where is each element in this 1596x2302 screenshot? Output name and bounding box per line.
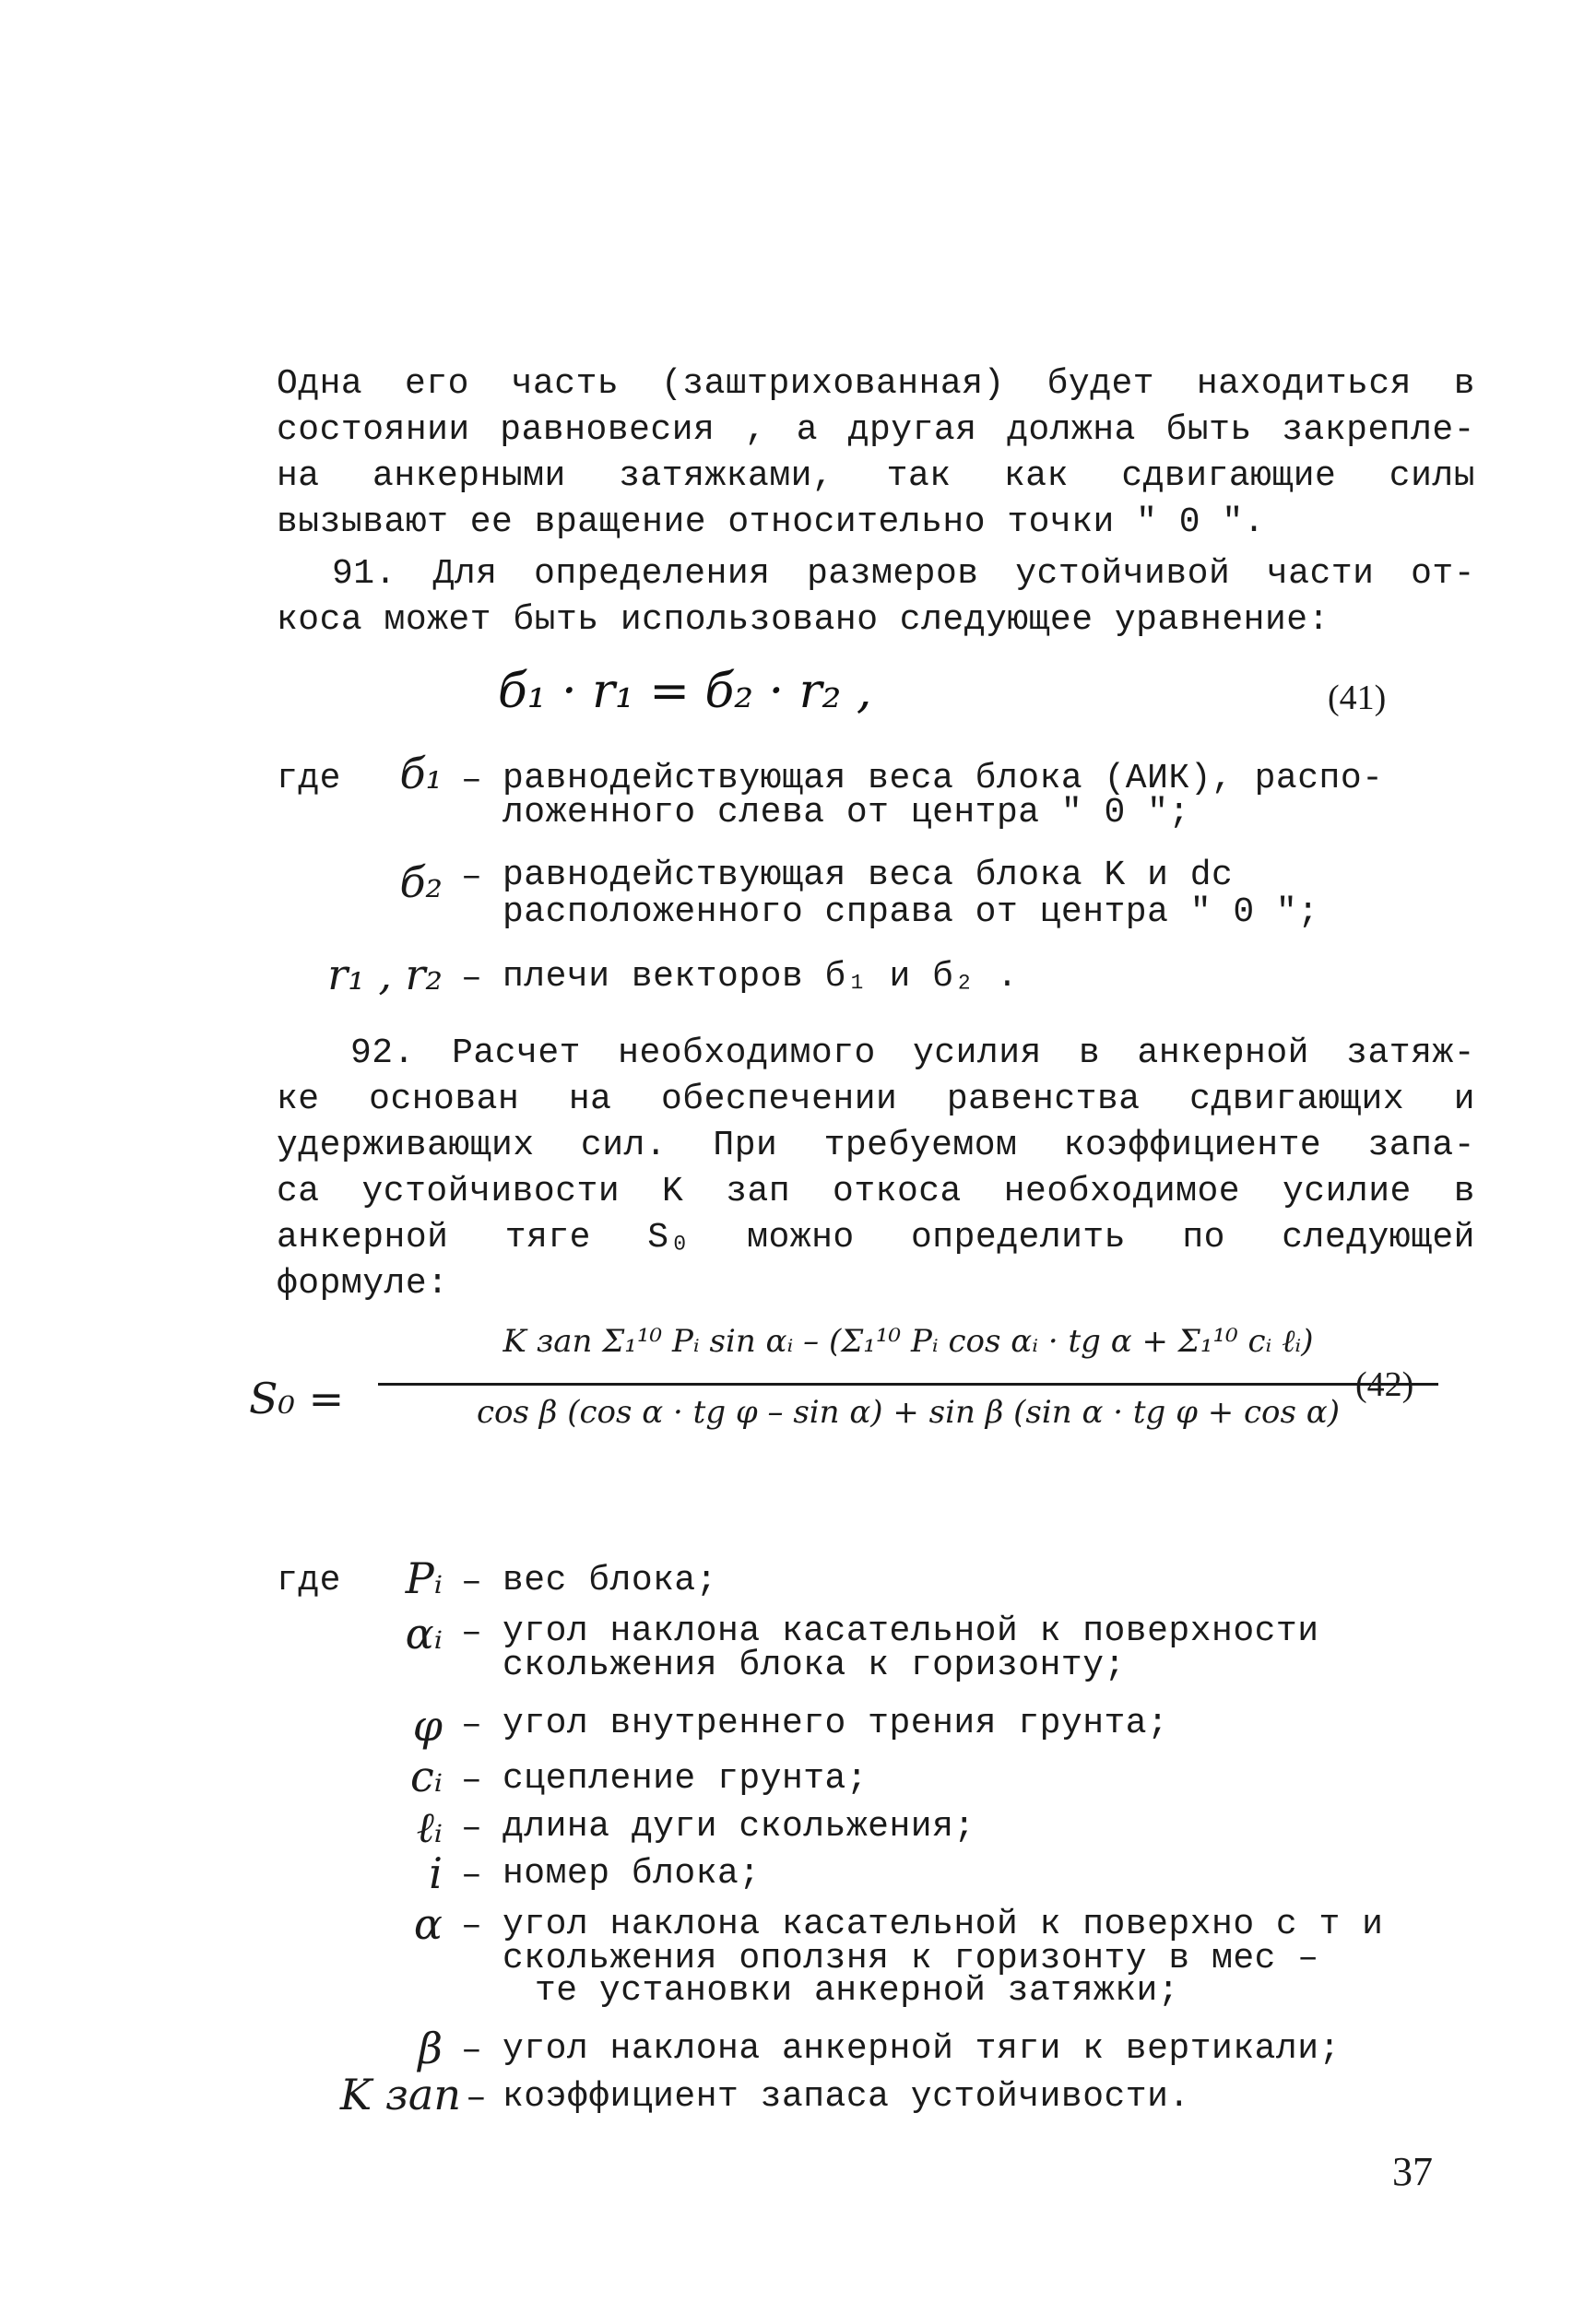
definition-text: угол наклона касательной к поверхно с т и: [502, 1905, 1384, 1944]
equation-42-lhs: S₀ =: [249, 1374, 345, 1423]
definition-text: угол наклона касательной к поверхности: [502, 1611, 1319, 1651]
definition-text: ложенного слева от центра " 0 ";: [502, 793, 1190, 832]
text-line: са устойчивости K зап откоса необходимое усилие в: [277, 1172, 1475, 1211]
paragraph-intro: [277, 361, 1475, 546]
symbol-pi: Pᵢ: [405, 1553, 443, 1603]
symbol-phi: φ: [412, 1701, 443, 1751]
page-number: 37: [1392, 2149, 1433, 2194]
definition-text: вес блока;: [502, 1561, 718, 1600]
dash: –: [461, 2031, 482, 2071]
definition-text: скольжения блока к горизонту;: [502, 1646, 1126, 1685]
dash: –: [461, 1613, 482, 1653]
definition-text: длина дуги скольжения;: [502, 1807, 975, 1847]
text-line: на анкерными затяжками, так как сдвигающие силы: [277, 456, 1475, 496]
symbol-ci: cᵢ: [409, 1752, 443, 1801]
equation-41: б₁ · r₁ = б₂ · r₂ ,: [498, 664, 872, 719]
fraction-line: [378, 1383, 1438, 1386]
definition-text: коэффициент запаса устойчивости.: [502, 2077, 1190, 2117]
text-line: удерживающих сил. При требуемом коэффициенте запа-: [277, 1126, 1475, 1165]
equation-number-42: (42): [1355, 1365, 1414, 1404]
definition-text: скольжения оползня к горизонту в мес –: [502, 1939, 1319, 1978]
definition-text: угол внутреннего трения грунта;: [502, 1704, 1169, 1743]
definition-text: номер блока;: [502, 1854, 761, 1894]
definition-text: плечи векторов б₁ и б₂ .: [502, 957, 1019, 997]
where-label: где: [277, 1561, 341, 1600]
paragraph-91: [277, 551, 1475, 643]
paragraph-92: [277, 1031, 1475, 1307]
dash: –: [461, 1856, 482, 1895]
text-line: ке основан на обеспечении равенства сдвигающих и: [277, 1080, 1475, 1119]
definition-text: те установки анкерной затяжки;: [535, 1971, 1180, 2011]
equation-42-denominator: cos β (cos α · tg φ – sin α) + sin β (sin α · tg φ + cos α): [477, 1394, 1340, 1431]
definition-text: сцепление грунта;: [502, 1759, 869, 1799]
text-line: формуле:: [277, 1264, 449, 1304]
dash: –: [461, 1907, 482, 1946]
symbol-li: ℓᵢ: [416, 1802, 443, 1852]
dash: –: [461, 857, 482, 897]
dash: –: [461, 1563, 482, 1602]
dash: –: [461, 1761, 482, 1800]
text-line: 92. Расчет необходимого усилия в анкерной затяж-: [350, 1033, 1475, 1073]
symbol-r1-r2: r₁ , r₂: [327, 950, 443, 999]
definition-text: угол наклона анкерной тяги к вертикали;: [502, 2029, 1341, 2069]
text-line: вызывают ее вращение относительно точки " 0 ".: [277, 502, 1265, 542]
symbol-b2: б₂: [399, 857, 443, 907]
text-line: коса может быть использовано следующее уравнение:: [277, 600, 1330, 640]
equation-number-41: (41): [1328, 679, 1387, 717]
symbol-alpha-i: αᵢ: [405, 1609, 443, 1659]
dash: –: [461, 1706, 482, 1745]
dash: –: [466, 2079, 487, 2119]
definition-text: равнодействующая веса блока K и dc: [502, 856, 1234, 895]
text-line: состоянии равновесия , а другая должна быть закрепле-: [277, 410, 1475, 450]
dash: –: [461, 959, 482, 998]
definition-text: равнодействующая веса блока (АИК), распо-: [502, 759, 1384, 798]
definition-text: расположенного справа от центра " 0 ";: [502, 892, 1319, 932]
dash: –: [461, 1809, 482, 1848]
text-line: 91. Для определения размеров устойчивой части от-: [332, 554, 1475, 594]
text-line: анкерной тяге S₀ можно определить по следующей: [277, 1218, 1475, 1257]
symbol-i: i: [429, 1848, 443, 1898]
text-line: Одна его часть (заштрихованная) будет находиться в: [277, 364, 1475, 404]
symbol-k-zap: K зап: [339, 2070, 461, 2119]
symbol-beta: β: [418, 2024, 443, 2073]
dash: –: [461, 761, 482, 800]
symbol-alpha: α: [413, 1899, 443, 1949]
equation-42-numerator: K зап Σ₁¹⁰ Pᵢ sin αᵢ – (Σ₁¹⁰ Pᵢ cos αᵢ · tg α + Σ₁¹⁰ cᵢ ℓᵢ): [502, 1323, 1314, 1360]
where-label: где: [277, 759, 341, 798]
symbol-b1: б₁: [399, 749, 443, 798]
